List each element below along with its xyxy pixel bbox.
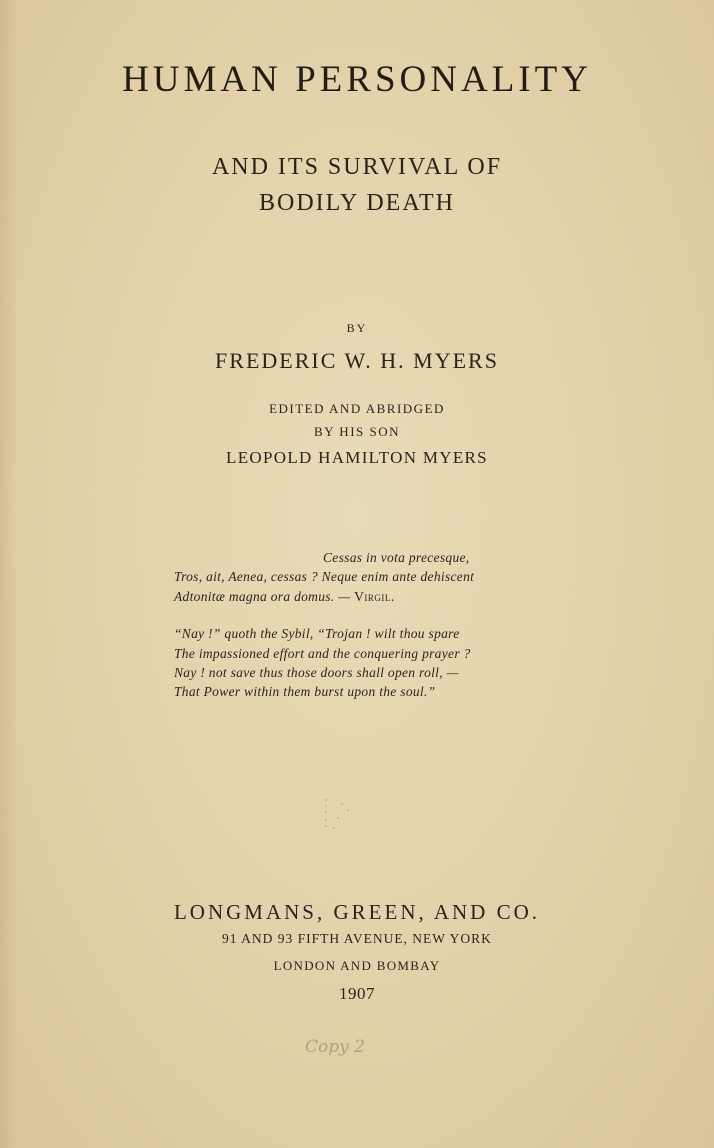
byline: BY <box>346 321 368 335</box>
english-epigraph-line-1: “Nay !” quoth the Sybil, “Trojan ! wilt thou spare <box>174 626 460 641</box>
publisher-name: LONGMANS, GREEN, AND CO. <box>173 900 540 924</box>
latin-epigraph-line-3 <box>0 589 714 605</box>
publisher-address: 91 AND 93 FIFTH AVENUE, NEW YORK <box>222 931 492 946</box>
book-title: HUMAN PERSONALITY <box>122 59 592 100</box>
library-stamp-specks <box>320 796 360 836</box>
english-epigraph-line-4: That Power within them burst upon the soul.” <box>174 684 436 699</box>
edited-line-2: BY HIS SON <box>313 424 401 439</box>
subtitle-line-2: BODILY DEATH <box>258 190 456 216</box>
author-name: FREDERIC W. H. MYERS <box>215 348 499 373</box>
english-epigraph-line-2: The impassioned effort and the conquering prayer ? <box>174 646 471 661</box>
subtitle-line-1: AND ITS SURVIVAL OF <box>211 154 503 180</box>
latin-epigraph-line-1: Cessas in vota precesque, <box>323 550 470 565</box>
epigraph-attribution: Virgil. <box>354 589 395 604</box>
handwritten-copy-note-text: Copy 2 <box>305 1037 365 1057</box>
latin-epigraph-line-2: Tros, ait, Aenea, cessas ? Neque enim ante dehiscent <box>174 569 475 584</box>
publisher-cities: LONDON AND BOMBAY <box>273 958 441 973</box>
edited-line-1: EDITED AND ABRIDGED <box>269 401 445 416</box>
editor-name: LEOPOLD HAMILTON MYERS <box>226 448 488 467</box>
handwritten-copy-note <box>300 1030 390 1060</box>
english-epigraph-line-3: Nay ! not save thus those doors shall open roll, — <box>174 665 459 680</box>
latin-epigraph-line-3-text: Adtonitæ magna ora domus. — <box>174 589 355 604</box>
publication-year: 1907 <box>339 984 375 1003</box>
